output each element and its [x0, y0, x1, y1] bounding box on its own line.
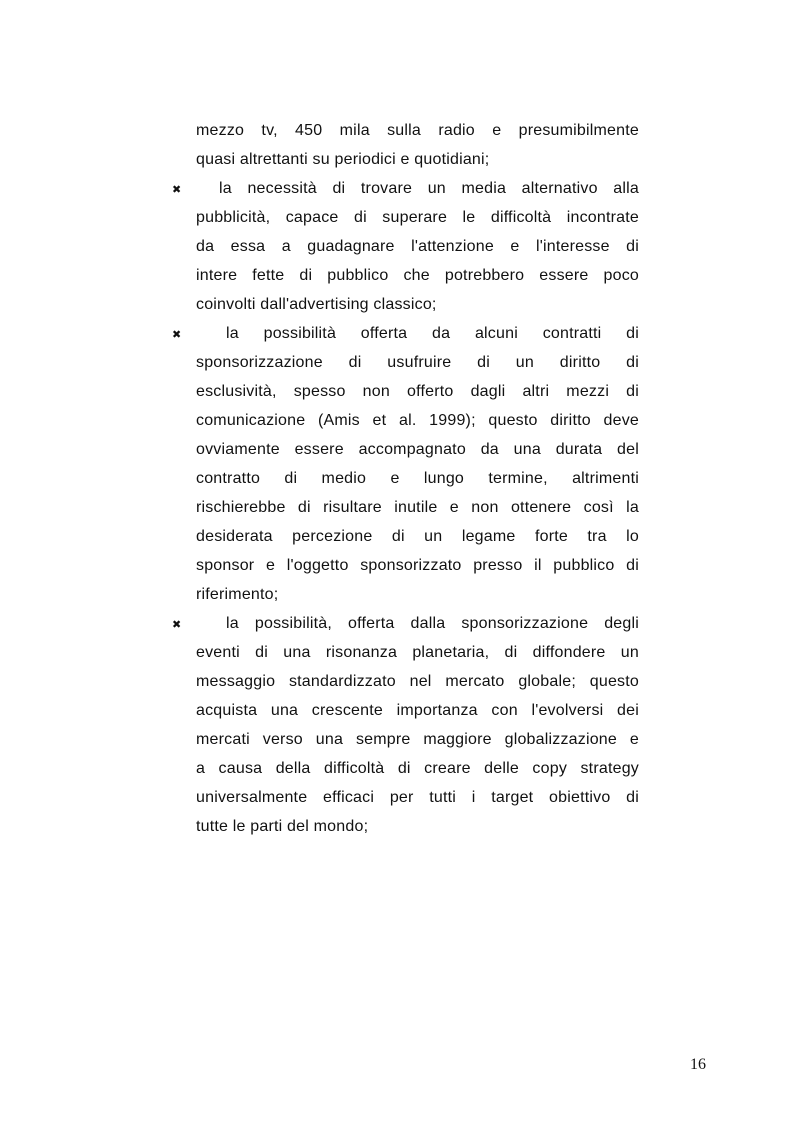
- bullet-line: desiderata percezione di un legame forte tra lo: [196, 528, 639, 545]
- bullet-line: comunicazione (Amis et al. 1999); questo diritto deve: [196, 412, 639, 429]
- bullet-line: eventi di una risonanza planetaria, di diffondere un: [196, 644, 639, 661]
- bullet-line: ovviamente essere accompagnato da una durata del: [196, 441, 639, 458]
- bullet-line: rischierebbe di risultare inutile e non ottenere così la: [196, 499, 639, 516]
- bullet-line: esclusività, spesso non offerto dagli altri mezzi di: [196, 383, 639, 400]
- bullet-line: universalmente efficaci per tutti i target obiettivo di: [196, 789, 639, 806]
- bullet-line: intere fette di pubblico che potrebbero essere poco: [196, 267, 639, 284]
- bullet-line: messaggio standardizzato nel mercato globale; questo: [196, 673, 639, 690]
- x-mark-bullet-icon: ✖: [172, 618, 182, 631]
- bullet-line: contratto di medio e lungo termine, altrimenti: [196, 470, 639, 487]
- x-mark-bullet-icon: ✖: [172, 183, 182, 196]
- bullet-line: tutte le parti del mondo;: [196, 818, 369, 835]
- x-mark-bullet-icon: ✖: [172, 328, 182, 341]
- bullet-line: mercati verso una sempre maggiore globalizzazione e: [196, 731, 639, 748]
- bullet-line: sponsor e l'oggetto sponsorizzato presso il pubblico di: [196, 557, 639, 574]
- paragraph-line: quasi altrettanti su periodici e quotidiani;: [196, 151, 490, 168]
- bullet-line: acquista una crescente importanza con l'evolversi dei: [196, 702, 639, 719]
- page-number: 16: [690, 1056, 706, 1073]
- bullet-line: la possibilità offerta da alcuni contratti di: [226, 325, 639, 342]
- bullet-line: da essa a guadagnare l'attenzione e l'interesse di: [196, 238, 639, 255]
- paragraph-line: mezzo tv, 450 mila sulla radio e presumibilmente: [196, 122, 639, 139]
- bullet-line: sponsorizzazione di usufruire di un diritto di: [196, 354, 639, 371]
- bullet-line: coinvolti dall'advertising classico;: [196, 296, 437, 313]
- bullet-line: pubblicità, capace di superare le difficoltà incontrate: [196, 209, 639, 226]
- bullet-line: la possibilità, offerta dalla sponsorizzazione degli: [226, 615, 639, 632]
- bullet-line: la necessità di trovare un media alternativo alla: [219, 180, 639, 197]
- bullet-line: a causa della difficoltà di creare delle copy strategy: [196, 760, 639, 777]
- bullet-line: riferimento;: [196, 586, 279, 603]
